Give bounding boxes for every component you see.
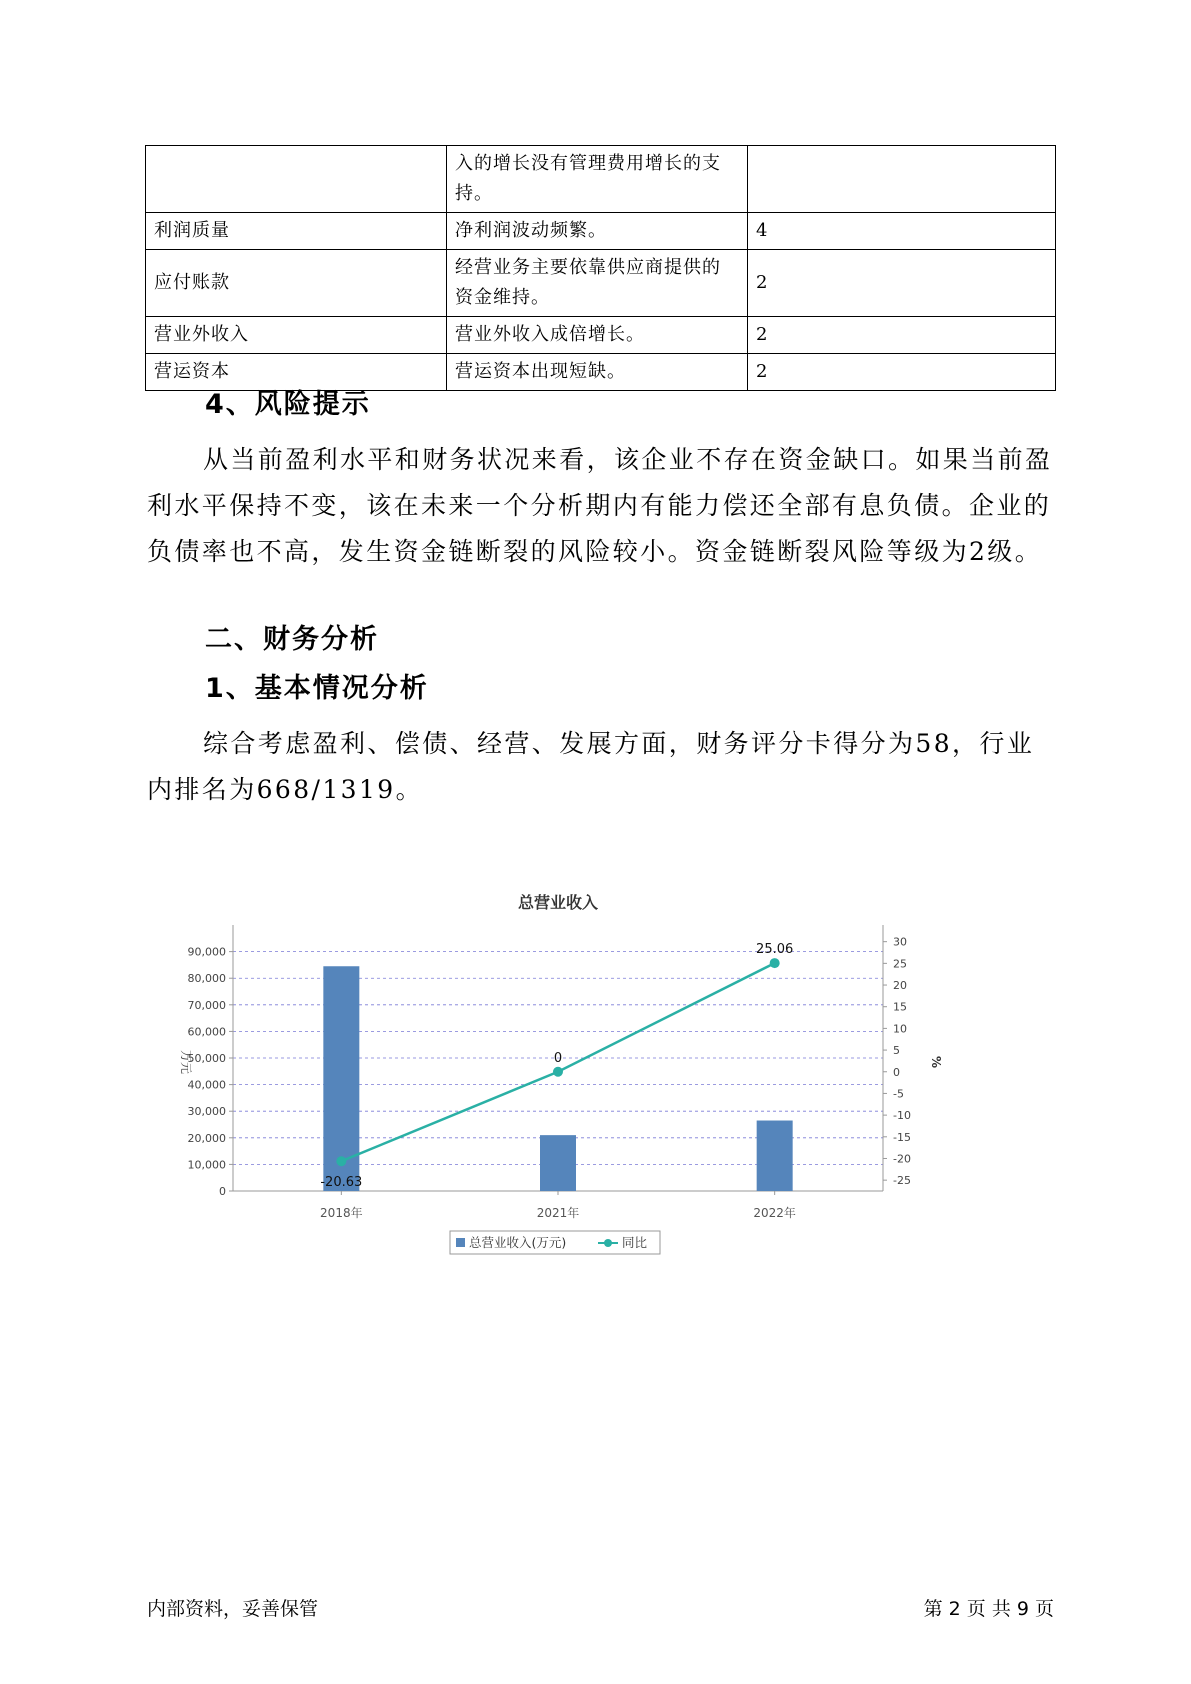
table-row [146, 317, 1056, 354]
y-tick-label: 60,000 [187, 1025, 226, 1039]
legend-label-yoy: 同比 [622, 1235, 648, 1250]
y2-axis-label: % [929, 1055, 943, 1069]
legend-swatch-yoy-dot [604, 1239, 612, 1247]
y2-tick-label: 0 [893, 1065, 900, 1079]
y2-tick-label: 20 [893, 979, 907, 993]
bar-revenue [540, 1135, 576, 1191]
chart-title: 总营业收入 [517, 893, 599, 912]
table-cell-level: 2 [748, 317, 1056, 354]
table-cell-level: 4 [748, 213, 1056, 250]
y2-tick-label: 25 [893, 957, 907, 971]
table-row [146, 146, 1056, 213]
table-row [146, 213, 1056, 250]
risk-table [145, 145, 1056, 391]
finance-heading: 二、财务分析 [205, 624, 379, 655]
table-cell-item: 营运资本 [146, 354, 447, 391]
table-cell-level [748, 146, 1056, 213]
point-yoy [553, 1067, 563, 1077]
table-cell-level: 2 [748, 354, 1056, 391]
y-tick-label: 20,000 [187, 1131, 226, 1145]
y2-tick-label: -5 [893, 1087, 904, 1101]
y2-tick-label: 30 [893, 935, 907, 949]
data-label-yoy: 25.06 [756, 942, 794, 958]
legend-swatch-revenue [456, 1238, 465, 1247]
x-tick-label: 2018年 [320, 1206, 363, 1220]
y-tick-label: 40,000 [187, 1078, 226, 1092]
y2-tick-label: -25 [893, 1174, 911, 1188]
y2-tick-label: 10 [893, 1022, 907, 1036]
risk-heading: 4、风险提示 [205, 389, 371, 420]
data-label-yoy: -20.63 [320, 1175, 363, 1191]
y-tick-label: 50,000 [187, 1052, 226, 1066]
y-tick-label: 30,000 [187, 1105, 226, 1119]
table-cell-desc: 入的增长没有管理费用增长的支持。 [447, 146, 748, 213]
table-cell-item [146, 146, 447, 213]
risk-paragraph: 从当前盈利水平和财务状况来看，该企业不存在资金缺口。如果当前盈利水平保持不变，该在未来一个分析期内有能力偿还全部有息负债。企业的负债率也不高，发生资金链断裂的风险较小。资金链断裂风险等级为2级。 [147, 445, 1053, 566]
basic-analysis-paragraph: 综合考虑盈利、偿债、经营、发展方面，财务评分卡得分为58，行业内排名为668/1319。 [147, 729, 1035, 804]
y2-tick-label: -10 [893, 1109, 911, 1123]
x-tick-label: 2022年 [753, 1206, 796, 1220]
table-cell-desc: 净利润波动频繁。 [447, 213, 748, 250]
bar-revenue [757, 1121, 793, 1191]
y2-tick-label: 5 [893, 1044, 900, 1058]
y2-tick-label: 15 [893, 1000, 907, 1014]
legend-label-revenue: 总营业收入(万元) [469, 1235, 567, 1250]
point-yoy [770, 958, 780, 968]
basic-analysis-heading: 1、基本情况分析 [205, 673, 429, 704]
y-tick-label: 0 [219, 1185, 226, 1198]
data-label-yoy: 0 [553, 1050, 563, 1066]
table-cell-item: 应付账款 [146, 250, 447, 317]
y-tick-label: 70,000 [187, 998, 226, 1012]
table-cell-item: 利润质量 [146, 213, 447, 250]
revenue-chart [170, 890, 1050, 1370]
table-cell-level: 2 [748, 250, 1056, 317]
y2-tick-label: -20 [893, 1152, 911, 1166]
y-axis-label: 万元 [179, 1049, 193, 1075]
table-cell-item: 营业外收入 [146, 317, 447, 354]
y2-tick-label: -15 [893, 1130, 911, 1144]
point-yoy [336, 1156, 346, 1166]
y-tick-label: 80,000 [187, 972, 226, 986]
footer-confidential: 内部资料，妥善保管 [147, 1598, 319, 1620]
table-row [146, 250, 1056, 317]
footer-page-number: 第 2 页 共 9 页 [923, 1598, 1054, 1620]
table-cell-desc: 营业外收入成倍增长。 [447, 317, 748, 354]
y-tick-label: 10,000 [187, 1158, 226, 1172]
y-tick-label: 90,000 [187, 945, 226, 959]
table-cell-desc: 经营业务主要依靠供应商提供的资金维持。 [447, 250, 748, 317]
x-tick-label: 2021年 [536, 1206, 580, 1220]
table-cell-desc: 营运资本出现短缺。 [447, 354, 748, 391]
